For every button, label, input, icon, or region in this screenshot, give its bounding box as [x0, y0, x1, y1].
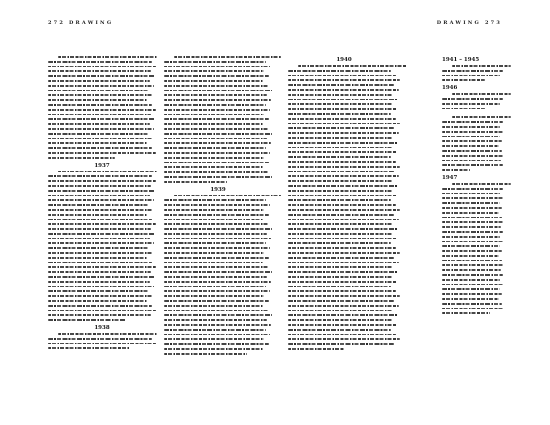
text-line — [288, 281, 397, 283]
text-line — [48, 238, 150, 240]
text-line — [48, 199, 154, 201]
text-line — [442, 231, 503, 233]
text-line — [58, 171, 157, 173]
text-line — [442, 155, 504, 157]
text-paragraph — [442, 65, 504, 81]
text-line — [48, 90, 148, 92]
text-line — [48, 70, 151, 72]
text-line — [288, 334, 396, 336]
text-line — [288, 209, 400, 211]
text-line — [442, 255, 499, 257]
text-line — [288, 276, 392, 278]
text-line — [164, 99, 271, 101]
text-line — [288, 166, 400, 168]
text-line — [442, 260, 502, 262]
text-line — [164, 204, 270, 206]
text-line — [48, 61, 152, 63]
text-line — [442, 197, 503, 199]
text-line — [48, 266, 156, 268]
text-line — [48, 133, 148, 135]
text-line — [288, 127, 394, 129]
text-line — [288, 195, 397, 197]
text-line — [48, 180, 156, 182]
text-line — [288, 103, 392, 105]
text-line — [48, 271, 151, 273]
text-line — [288, 305, 399, 307]
text-line — [288, 171, 394, 173]
text-line — [48, 343, 156, 345]
text-line — [164, 271, 272, 273]
year-heading: 1947 — [442, 174, 458, 181]
text-line — [48, 147, 152, 149]
text-line — [164, 266, 268, 268]
text-line — [288, 324, 397, 326]
text-line — [288, 271, 398, 273]
text-line — [164, 147, 266, 149]
text-line — [48, 276, 155, 278]
text-line — [164, 94, 267, 96]
text-line — [164, 142, 271, 144]
text-line — [288, 175, 399, 177]
text-line — [48, 190, 155, 192]
text-line — [288, 223, 393, 225]
text-line — [442, 140, 502, 142]
text-line — [164, 310, 268, 312]
text-line — [48, 281, 150, 283]
text-line — [442, 312, 490, 314]
text-line — [164, 214, 269, 216]
text-line — [48, 314, 151, 316]
text-line — [288, 137, 393, 139]
text-line — [442, 188, 503, 190]
text-line — [164, 338, 264, 340]
text-line — [288, 228, 398, 230]
text-line — [164, 281, 271, 283]
text-line — [164, 300, 269, 302]
text-line — [164, 171, 268, 173]
text-line — [288, 185, 398, 187]
running-head-left: 272 DRAWING — [48, 20, 114, 26]
text-line — [442, 207, 502, 209]
text-line — [58, 333, 157, 335]
text-line — [164, 66, 270, 68]
text-line — [164, 138, 267, 140]
text-line — [48, 85, 154, 87]
text-line — [442, 126, 500, 128]
text-paragraph — [442, 183, 504, 314]
text-line — [288, 290, 396, 292]
text-line — [48, 223, 156, 225]
text-line — [164, 199, 266, 201]
text-line — [164, 70, 264, 72]
text-line — [288, 266, 393, 268]
text-line — [48, 209, 153, 211]
text-line — [288, 204, 396, 206]
text-line — [442, 164, 503, 166]
year-heading: 1946 — [442, 85, 458, 92]
text-line — [164, 247, 270, 249]
text-line — [164, 90, 272, 92]
text-line — [442, 288, 500, 290]
text-line — [288, 214, 394, 216]
text-line — [442, 79, 485, 81]
text-line — [288, 123, 400, 125]
text-line — [164, 348, 263, 350]
text-line — [288, 142, 398, 144]
text-line — [442, 245, 500, 247]
text-line — [288, 262, 399, 264]
text-line — [288, 257, 394, 259]
text-line — [164, 114, 264, 116]
text-paragraph — [442, 116, 504, 171]
text-line — [48, 305, 152, 307]
text-line — [164, 128, 268, 130]
text-line — [442, 298, 499, 300]
text-line — [288, 156, 391, 158]
text-line — [288, 238, 397, 240]
text-line — [48, 175, 152, 177]
text-line — [442, 202, 500, 204]
text-line — [164, 104, 266, 106]
text-line — [442, 284, 503, 286]
text-line — [58, 56, 157, 58]
text-line — [288, 94, 393, 96]
text-line — [288, 329, 391, 331]
text-line — [174, 195, 281, 197]
text-line — [164, 152, 270, 154]
text-line — [442, 308, 504, 310]
text-line — [164, 290, 270, 292]
text-line — [288, 314, 398, 316]
text-line — [48, 114, 151, 116]
text-line — [164, 324, 271, 326]
text-line — [288, 319, 392, 321]
text-line — [48, 338, 152, 340]
text-paragraph — [48, 333, 156, 349]
text-line — [442, 274, 503, 276]
text-line — [48, 219, 152, 221]
text-line — [48, 157, 115, 159]
text-line — [48, 286, 154, 288]
text-line — [48, 290, 148, 292]
text-line — [298, 65, 407, 67]
text-line — [48, 138, 153, 140]
text-line — [442, 98, 503, 100]
text-line — [288, 233, 392, 235]
text-line — [442, 169, 470, 171]
text-line — [288, 99, 398, 101]
text-line — [164, 176, 272, 178]
text-line — [164, 238, 271, 240]
text-line — [48, 228, 151, 230]
text-line — [48, 80, 150, 82]
text-line — [164, 314, 272, 316]
text-line — [48, 99, 147, 101]
text-line — [164, 85, 268, 87]
text-line — [164, 343, 269, 345]
text-line — [48, 195, 150, 197]
text-line — [164, 233, 267, 235]
text-line — [48, 262, 152, 264]
text-line — [288, 300, 394, 302]
text-line — [164, 166, 263, 168]
text-line — [164, 262, 263, 264]
text-line — [452, 116, 511, 118]
text-line — [442, 193, 500, 195]
running-head-right: DRAWING 273 — [436, 20, 502, 26]
text-line — [48, 75, 155, 77]
text-paragraph — [48, 171, 156, 322]
text-line — [164, 305, 263, 307]
text-line — [288, 132, 399, 134]
text-line — [288, 151, 397, 153]
text-line — [48, 247, 148, 249]
text-line — [164, 109, 270, 111]
text-line — [48, 310, 156, 312]
text-line — [164, 75, 269, 77]
text-column-3 — [288, 56, 400, 326]
text-line — [288, 84, 394, 86]
text-line — [164, 252, 264, 254]
text-line — [48, 300, 147, 302]
text-line — [288, 199, 391, 201]
text-line — [288, 113, 391, 115]
text-line — [164, 257, 269, 259]
text-line — [288, 79, 400, 81]
text-line — [288, 338, 400, 340]
text-line — [442, 293, 502, 295]
text-line — [288, 75, 396, 77]
text-line — [48, 94, 153, 96]
text-line — [48, 185, 151, 187]
text-line — [164, 219, 263, 221]
text-line — [48, 109, 156, 111]
text-line — [442, 121, 503, 123]
text-line — [288, 242, 391, 244]
text-line — [164, 61, 266, 63]
text-line — [48, 123, 150, 125]
text-line — [48, 152, 156, 154]
text-line — [442, 75, 500, 77]
text-column-1 — [48, 56, 156, 332]
text-line — [164, 242, 266, 244]
text-line — [48, 104, 152, 106]
text-line — [442, 217, 502, 219]
text-line — [288, 147, 392, 149]
text-line — [442, 221, 504, 223]
text-line — [442, 264, 504, 266]
text-line — [48, 233, 155, 235]
text-line — [442, 145, 499, 147]
text-line — [442, 136, 500, 138]
text-line — [164, 223, 268, 225]
text-line — [288, 343, 394, 345]
text-line — [48, 252, 153, 254]
text-line — [164, 228, 272, 230]
text-line — [288, 108, 397, 110]
text-paragraph — [442, 93, 504, 109]
text-line — [164, 162, 269, 164]
text-line — [442, 131, 503, 133]
year-heading: 1940 — [336, 57, 352, 63]
text-line — [288, 295, 400, 297]
text-line — [48, 257, 147, 259]
text-line — [48, 295, 153, 297]
text-line — [442, 226, 501, 228]
text-line — [164, 334, 270, 336]
text-line — [288, 252, 400, 254]
year-heading: 1939 — [210, 186, 226, 193]
text-line — [164, 329, 266, 331]
text-line — [442, 103, 500, 105]
text-line — [48, 347, 130, 349]
year-heading: 1941 – 1945 — [442, 57, 480, 63]
text-line — [48, 319, 126, 321]
text-line — [288, 286, 391, 288]
text-line — [164, 319, 267, 321]
text-line — [442, 108, 485, 110]
text-paragraph — [48, 56, 156, 159]
text-line — [48, 142, 147, 144]
text-line — [452, 183, 511, 185]
text-line — [164, 123, 263, 125]
text-line — [288, 89, 399, 91]
text-column-2 — [164, 56, 272, 326]
text-paragraph — [288, 65, 400, 350]
text-line — [452, 93, 511, 95]
text-line — [164, 80, 263, 82]
text-line — [288, 219, 399, 221]
text-line — [288, 70, 391, 72]
text-line — [288, 118, 396, 120]
text-line — [288, 161, 396, 163]
text-line — [452, 65, 511, 67]
text-line — [442, 70, 503, 72]
text-line — [288, 348, 344, 350]
text-line — [48, 118, 155, 120]
text-line — [164, 157, 264, 159]
text-line — [164, 286, 266, 288]
text-line — [442, 279, 500, 281]
text-line — [442, 250, 502, 252]
text-line — [288, 310, 393, 312]
text-line — [442, 241, 503, 243]
text-line — [288, 247, 396, 249]
text-line — [48, 204, 148, 206]
text-paragraph — [164, 56, 272, 183]
year-heading: 1938 — [94, 325, 110, 332]
text-line — [174, 56, 281, 58]
text-line — [442, 150, 502, 152]
text-line — [164, 276, 267, 278]
text-line — [48, 242, 154, 244]
text-line — [442, 236, 500, 238]
text-line — [164, 209, 264, 211]
text-line — [288, 180, 393, 182]
text-line — [442, 303, 502, 305]
text-line — [164, 118, 269, 120]
text-line — [442, 212, 499, 214]
year-heading: 1937 — [94, 162, 110, 169]
text-paragraph — [164, 195, 272, 355]
text-line — [164, 295, 264, 297]
text-line — [164, 353, 247, 355]
text-column-4 — [442, 56, 504, 326]
text-line — [48, 214, 147, 216]
text-line — [164, 133, 272, 135]
text-line — [48, 66, 156, 68]
text-line — [164, 181, 227, 183]
text-line — [442, 160, 501, 162]
text-line — [288, 190, 392, 192]
text-line — [48, 128, 154, 130]
text-line — [442, 269, 501, 271]
